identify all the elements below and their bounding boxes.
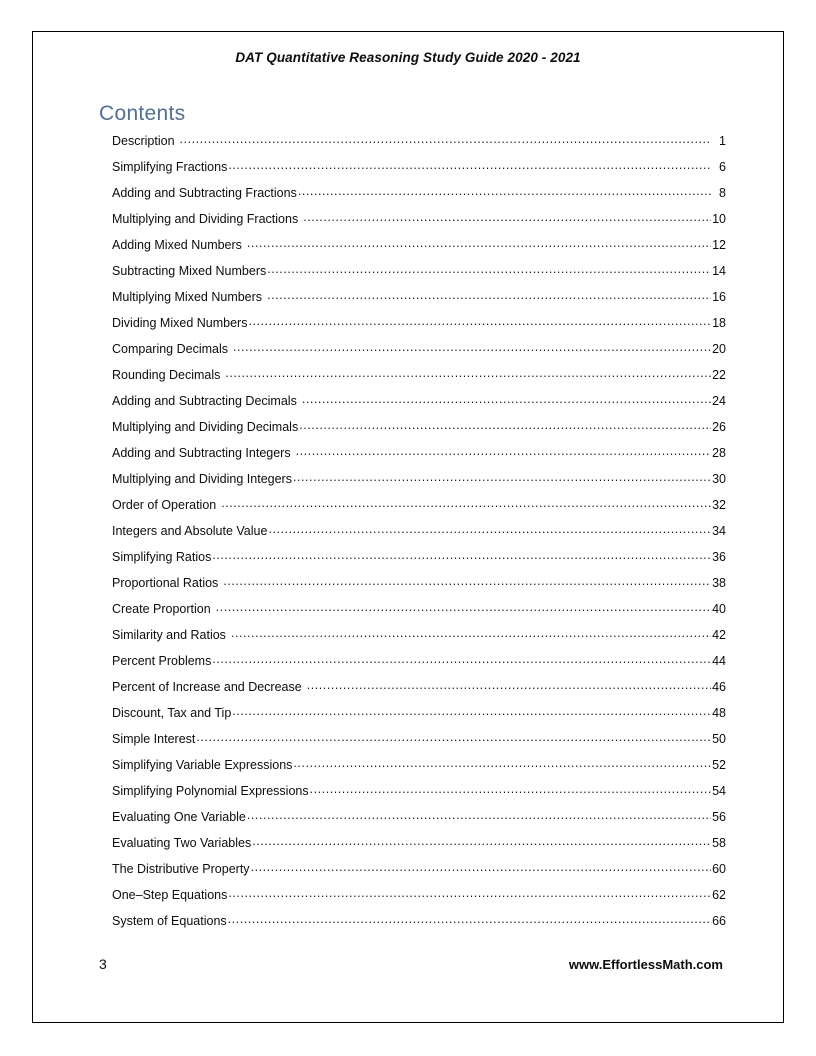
toc-entry-title: Description	[112, 133, 175, 148]
toc-entry-title: System of Equations	[112, 913, 227, 928]
toc-entry-page-number: 6	[719, 159, 726, 174]
page-frame	[32, 31, 784, 1023]
toc-entry-page-number: 16	[712, 289, 726, 304]
toc-entry-title: Adding Mixed Numbers	[112, 237, 242, 252]
toc-entry-page-number: 56	[712, 809, 726, 824]
toc-dot-leader	[196, 730, 711, 743]
toc-entry[interactable]	[112, 236, 726, 262]
toc-entry-page-number: 32	[712, 497, 726, 512]
toc-dot-leader	[293, 470, 711, 483]
toc-entry[interactable]	[112, 704, 726, 730]
toc-dot-leader	[232, 704, 711, 717]
toc-dot-leader	[243, 236, 711, 249]
toc-entry[interactable]	[112, 158, 726, 184]
toc-entry[interactable]	[112, 886, 726, 912]
toc-entry[interactable]	[112, 366, 726, 392]
toc-entry[interactable]	[112, 262, 726, 288]
toc-entry[interactable]	[112, 808, 726, 834]
toc-entry-title: Simple Interest	[112, 731, 196, 746]
toc-entry[interactable]	[112, 210, 726, 236]
toc-entry[interactable]	[112, 600, 726, 626]
toc-entry-title: Percent of Increase and Decrease	[112, 679, 302, 694]
toc-entry-page-number: 50	[712, 731, 726, 746]
toc-entry-page-number: 66	[712, 913, 726, 928]
toc-dot-leader	[228, 886, 711, 899]
toc-entry[interactable]	[112, 574, 726, 600]
toc-dot-leader	[217, 496, 711, 509]
toc-entry-title: Adding and Subtracting Fractions	[112, 185, 297, 200]
toc-dot-leader	[263, 288, 711, 301]
toc-dot-leader	[293, 756, 711, 769]
toc-entry[interactable]	[112, 392, 726, 418]
toc-entry-page-number: 60	[712, 861, 726, 876]
toc-entry-page-number: 62	[712, 887, 726, 902]
toc-entry[interactable]	[112, 678, 726, 704]
toc-entry[interactable]	[112, 548, 726, 574]
toc-entry-title: One–Step Equations	[112, 887, 228, 902]
toc-dot-leader	[292, 444, 711, 457]
toc-entry[interactable]	[112, 626, 726, 652]
toc-entry[interactable]	[112, 418, 726, 444]
toc-entry-page-number: 10	[712, 211, 726, 226]
toc-entry-page-number: 52	[712, 757, 726, 772]
toc-entry[interactable]	[112, 314, 726, 340]
document-header-title: DAT Quantitative Reasoning Study Guide 2020 - 2021	[235, 50, 581, 65]
toc-dot-leader	[229, 340, 711, 353]
toc-entry[interactable]	[112, 756, 726, 782]
toc-dot-leader	[228, 158, 711, 171]
toc-entry-page-number: 14	[712, 263, 726, 278]
toc-entry-page-number: 8	[719, 185, 726, 200]
toc-entry[interactable]	[112, 730, 726, 756]
toc-dot-leader	[298, 392, 711, 405]
toc-entry[interactable]	[112, 444, 726, 470]
toc-entry-title: Simplifying Variable Expressions	[112, 757, 293, 772]
toc-entry-title: Percent Problems	[112, 653, 212, 668]
toc-entry-page-number: 18	[712, 315, 726, 330]
footer-page-number: 3	[99, 956, 107, 972]
toc-dot-leader	[227, 626, 711, 639]
toc-entry-title: The Distributive Property	[112, 861, 250, 876]
toc-entry-title: Multiplying and Dividing Fractions	[112, 211, 299, 226]
toc-dot-leader	[268, 522, 711, 535]
toc-dot-leader	[212, 600, 711, 613]
toc-dot-leader	[267, 262, 711, 275]
toc-entry-page-number: 22	[712, 367, 726, 382]
toc-entry[interactable]	[112, 340, 726, 366]
toc-entry-title: Integers and Absolute Value	[112, 523, 268, 538]
toc-entry-title: Multiplying and Dividing Integers	[112, 471, 292, 486]
toc-dot-leader	[248, 314, 711, 327]
toc-entry-page-number: 34	[712, 523, 726, 538]
toc-entry-title: Simplifying Polynomial Expressions	[112, 783, 309, 798]
toc-entry-title: Comparing Decimals	[112, 341, 229, 356]
toc-entry-title: Adding and Subtracting Decimals	[112, 393, 297, 408]
toc-entry-page-number: 12	[712, 237, 726, 252]
toc-entry-page-number: 30	[712, 471, 726, 486]
toc-dot-leader	[310, 782, 711, 795]
toc-entry[interactable]	[112, 912, 726, 938]
toc-entry[interactable]	[112, 652, 726, 678]
toc-dot-leader	[251, 860, 711, 873]
toc-entry[interactable]	[112, 860, 726, 886]
toc-entry[interactable]	[112, 132, 726, 158]
toc-entry-title: Multiplying Mixed Numbers	[112, 289, 263, 304]
toc-entry-page-number: 40	[712, 601, 726, 616]
toc-entry-page-number: 1	[719, 133, 726, 148]
toc-dot-leader	[219, 574, 711, 587]
table-of-contents-list	[112, 132, 726, 938]
toc-dot-leader	[299, 210, 711, 223]
toc-entry-title: Order of Operation	[112, 497, 217, 512]
toc-dot-leader	[298, 184, 711, 197]
toc-dot-leader	[247, 808, 711, 821]
toc-entry-page-number: 54	[712, 783, 726, 798]
toc-dot-leader	[228, 912, 711, 925]
toc-entry-title: Rounding Decimals	[112, 367, 221, 382]
toc-entry-page-number: 48	[712, 705, 726, 720]
toc-entry-page-number: 28	[712, 445, 726, 460]
toc-dot-leader	[176, 132, 711, 145]
toc-dot-leader	[303, 678, 711, 691]
document-footer	[33, 956, 783, 974]
toc-entry[interactable]	[112, 288, 726, 314]
toc-entry-page-number: 38	[712, 575, 726, 590]
toc-dot-leader	[252, 834, 711, 847]
toc-entry[interactable]	[112, 522, 726, 548]
toc-entry-page-number: 24	[712, 393, 726, 408]
toc-entry[interactable]	[112, 782, 726, 808]
toc-entry[interactable]	[112, 184, 726, 210]
toc-entry-page-number: 44	[712, 653, 726, 668]
toc-entry-title: Adding and Subtracting Integers	[112, 445, 291, 460]
toc-entry[interactable]	[112, 834, 726, 860]
toc-entry[interactable]	[112, 496, 726, 522]
toc-dot-leader	[212, 652, 711, 665]
toc-entry-page-number: 36	[712, 549, 726, 564]
toc-dot-leader	[212, 548, 711, 561]
page-title: Contents	[99, 102, 186, 125]
toc-entry[interactable]	[112, 470, 726, 496]
toc-entry-page-number: 26	[712, 419, 726, 434]
toc-entry-title: Proportional Ratios	[112, 575, 219, 590]
footer-website: www.EffortlessMath.com	[568, 957, 723, 972]
toc-entry-title: Create Proportion	[112, 601, 211, 616]
toc-entry-title: Evaluating One Variable	[112, 809, 246, 824]
toc-entry-page-number: 58	[712, 835, 726, 850]
toc-entry-title: Dividing Mixed Numbers	[112, 315, 248, 330]
toc-entry-page-number: 46	[712, 679, 726, 694]
toc-entry-page-number: 42	[712, 627, 726, 642]
toc-entry-title: Subtracting Mixed Numbers	[112, 263, 267, 278]
toc-entry-title: Simplifying Ratios	[112, 549, 212, 564]
toc-entry-title: Discount, Tax and Tip	[112, 705, 232, 720]
toc-entry-title: Multiplying and Dividing Decimals	[112, 419, 299, 434]
toc-entry-title: Evaluating Two Variables	[112, 835, 252, 850]
toc-dot-leader	[299, 418, 711, 431]
toc-entry-title: Simplifying Fractions	[112, 159, 228, 174]
toc-entry-title: Similarity and Ratios	[112, 627, 226, 642]
toc-dot-leader	[221, 366, 711, 379]
toc-entry-page-number: 20	[712, 341, 726, 356]
